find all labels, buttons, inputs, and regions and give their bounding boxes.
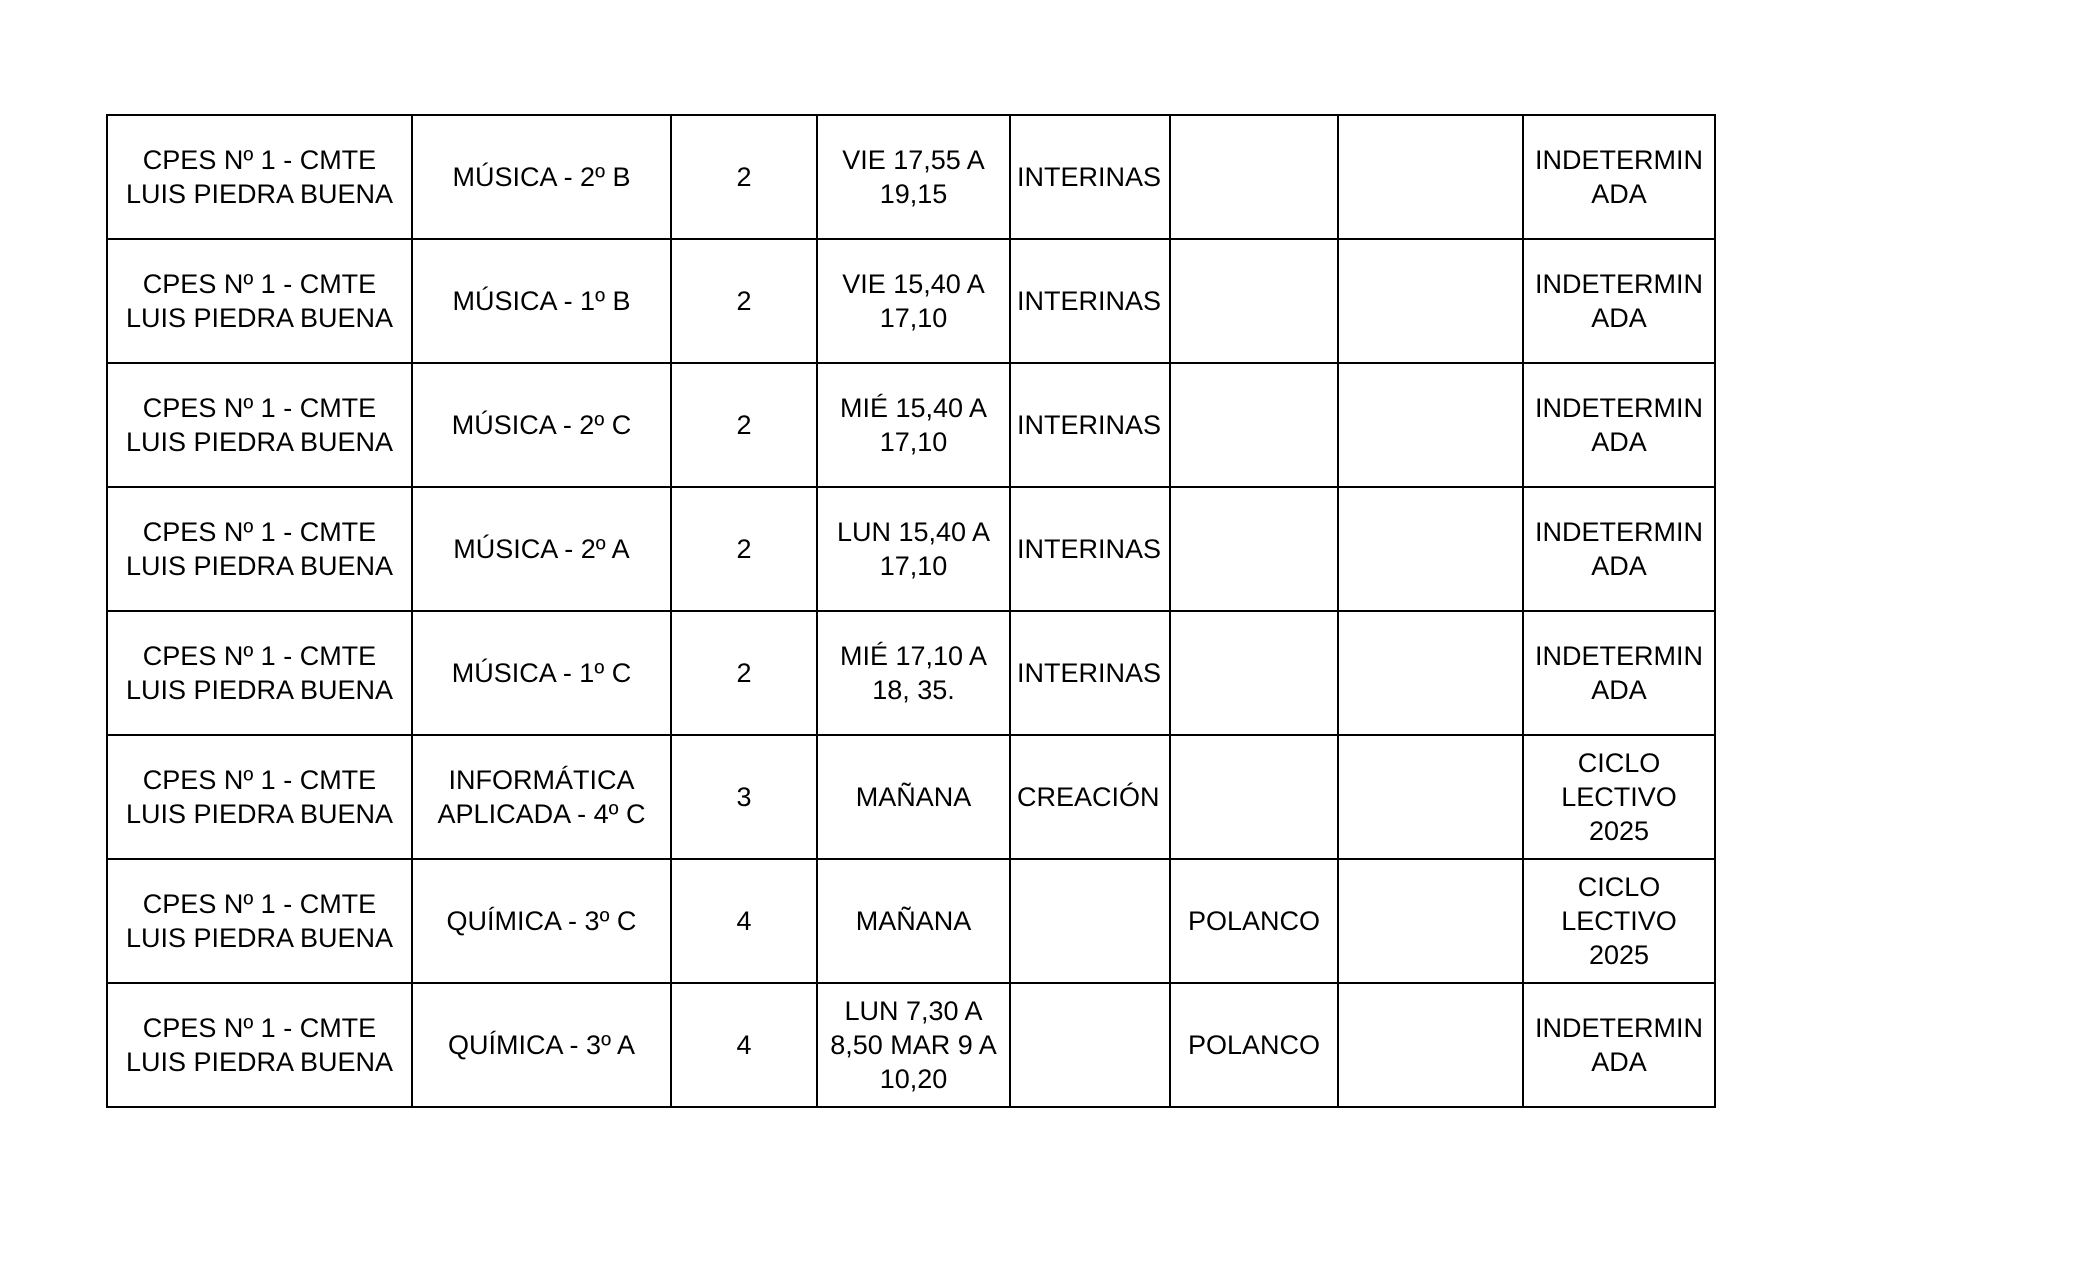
subject-cell: MÚSICA - 1º B — [412, 239, 671, 363]
subject-cell: INFORMÁTICA APLICADA - 4º C — [412, 735, 671, 859]
hours-cell: 2 — [671, 363, 817, 487]
duration-cell: INDETERMIN ADA — [1523, 115, 1715, 239]
duration-cell: CICLO LECTIVO 2025 — [1523, 859, 1715, 983]
table-row — [107, 611, 1715, 735]
teacher-cell: POLANCO — [1170, 983, 1338, 1107]
schedule-cell: MIÉ 17,10 A 18, 35. — [817, 611, 1010, 735]
table-row — [107, 115, 1715, 239]
situation-cell: INTERINAS — [1010, 363, 1170, 487]
hours-cell: 2 — [671, 611, 817, 735]
situation-cell — [1010, 983, 1170, 1107]
hours-cell: 2 — [671, 487, 817, 611]
hours-cell: 2 — [671, 115, 817, 239]
schedule-cell: MIÉ 15,40 A 17,10 — [817, 363, 1010, 487]
schedule-cell: VIE 17,55 A 19,15 — [817, 115, 1010, 239]
subject-cell: MÚSICA - 2º C — [412, 363, 671, 487]
schedule-cell: LUN 7,30 A 8,50 MAR 9 A 10,20 — [817, 983, 1010, 1107]
duration-cell: INDETERMIN ADA — [1523, 487, 1715, 611]
situation-cell: INTERINAS — [1010, 487, 1170, 611]
table-row — [107, 239, 1715, 363]
schedule-cell: LUN 15,40 A 17,10 — [817, 487, 1010, 611]
teacher-cell: POLANCO — [1170, 859, 1338, 983]
school-cell: CPES Nº 1 - CMTE LUIS PIEDRA BUENA — [107, 611, 412, 735]
empty-cell — [1338, 115, 1523, 239]
duration-cell: INDETERMIN ADA — [1523, 983, 1715, 1107]
school-cell: CPES Nº 1 - CMTE LUIS PIEDRA BUENA — [107, 115, 412, 239]
empty-cell — [1338, 239, 1523, 363]
situation-cell: CREACIÓN — [1010, 735, 1170, 859]
duration-cell: INDETERMIN ADA — [1523, 239, 1715, 363]
table-row — [107, 859, 1715, 983]
schedule-cell: MAÑANA — [817, 859, 1010, 983]
hours-cell: 3 — [671, 735, 817, 859]
teacher-cell — [1170, 115, 1338, 239]
teacher-cell — [1170, 239, 1338, 363]
teacher-cell — [1170, 363, 1338, 487]
school-cell: CPES Nº 1 - CMTE LUIS PIEDRA BUENA — [107, 735, 412, 859]
situation-cell: INTERINAS — [1010, 239, 1170, 363]
table-row — [107, 983, 1715, 1107]
empty-cell — [1338, 611, 1523, 735]
schedule-cell: VIE 15,40 A 17,10 — [817, 239, 1010, 363]
empty-cell — [1338, 735, 1523, 859]
teacher-cell — [1170, 735, 1338, 859]
duration-cell: INDETERMIN ADA — [1523, 363, 1715, 487]
subject-cell: QUÍMICA - 3º A — [412, 983, 671, 1107]
situation-cell: INTERINAS — [1010, 115, 1170, 239]
hours-cell: 4 — [671, 859, 817, 983]
school-cell: CPES Nº 1 - CMTE LUIS PIEDRA BUENA — [107, 859, 412, 983]
hours-cell: 4 — [671, 983, 817, 1107]
table-row — [107, 487, 1715, 611]
school-cell: CPES Nº 1 - CMTE LUIS PIEDRA BUENA — [107, 239, 412, 363]
subject-cell: MÚSICA - 1º C — [412, 611, 671, 735]
subject-cell: QUÍMICA - 3º C — [412, 859, 671, 983]
duration-cell: CICLO LECTIVO 2025 — [1523, 735, 1715, 859]
empty-cell — [1338, 363, 1523, 487]
situation-cell — [1010, 859, 1170, 983]
hours-cell: 2 — [671, 239, 817, 363]
schedule-cell: MAÑANA — [817, 735, 1010, 859]
teacher-cell — [1170, 487, 1338, 611]
empty-cell — [1338, 859, 1523, 983]
vacancy-table — [106, 114, 1716, 1108]
table-row — [107, 363, 1715, 487]
subject-cell: MÚSICA - 2º A — [412, 487, 671, 611]
school-cell: CPES Nº 1 - CMTE LUIS PIEDRA BUENA — [107, 363, 412, 487]
empty-cell — [1338, 983, 1523, 1107]
situation-cell: INTERINAS — [1010, 611, 1170, 735]
teacher-cell — [1170, 611, 1338, 735]
school-cell: CPES Nº 1 - CMTE LUIS PIEDRA BUENA — [107, 487, 412, 611]
table-row — [107, 735, 1715, 859]
subject-cell: MÚSICA - 2º B — [412, 115, 671, 239]
empty-cell — [1338, 487, 1523, 611]
duration-cell: INDETERMIN ADA — [1523, 611, 1715, 735]
table-body — [107, 115, 1715, 1107]
school-cell: CPES Nº 1 - CMTE LUIS PIEDRA BUENA — [107, 983, 412, 1107]
